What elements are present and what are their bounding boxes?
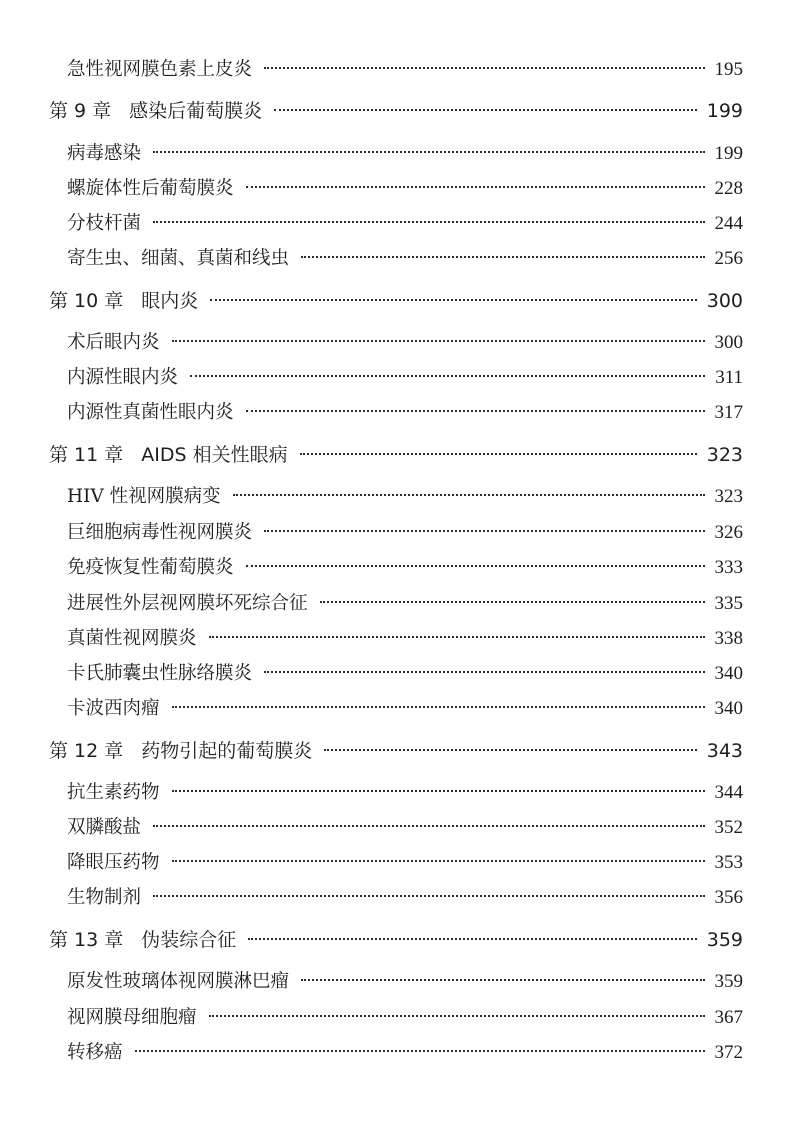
entry-title: 视网膜母细胞瘤 <box>67 1007 197 1028</box>
page-number: 244 <box>714 213 743 234</box>
page-number: 228 <box>714 178 743 199</box>
chapter-number: 第 9 章 <box>49 100 112 122</box>
page-number: 311 <box>715 367 743 388</box>
dot-leader <box>324 749 696 751</box>
toc-section-entry <box>67 1003 743 1033</box>
entry-title: 卡氏肺囊虫性脉络膜炎 <box>67 663 253 684</box>
dot-leader <box>246 410 705 412</box>
dot-leader <box>153 151 704 153</box>
toc-section-entry <box>67 813 743 843</box>
chapter-title: 眼内炎 <box>141 290 199 312</box>
page-number: 326 <box>714 522 743 543</box>
dot-leader <box>209 636 705 638</box>
dot-leader <box>190 375 705 377</box>
entry-title: 急性视网膜色素上皮炎 <box>67 59 253 80</box>
chapter-title: 伪装综合征 <box>141 929 237 951</box>
toc-section-entry <box>67 482 743 512</box>
page-number: 317 <box>714 402 743 423</box>
toc-section-entry <box>67 967 743 997</box>
toc-section-entry <box>67 363 743 393</box>
page-number: 352 <box>714 817 743 838</box>
dot-leader <box>246 565 705 567</box>
dot-leader <box>172 340 705 342</box>
toc-section-entry <box>67 55 743 85</box>
page-number: 300 <box>706 290 743 312</box>
page-number: 195 <box>714 59 743 80</box>
toc-section-entry <box>67 518 743 548</box>
dot-leader <box>274 109 697 111</box>
toc-section-entry <box>67 1038 743 1068</box>
page-number: 353 <box>714 852 743 873</box>
dot-leader <box>301 256 704 258</box>
toc-section-entry <box>67 848 743 878</box>
dot-leader <box>264 67 704 69</box>
toc-chapter-entry <box>49 96 743 126</box>
entry-title: 抗生素药物 <box>67 782 160 803</box>
entry-title: 生物制剂 <box>67 887 142 908</box>
toc-chapter-entry <box>49 286 743 316</box>
toc-section-entry <box>67 883 743 913</box>
page-number: 356 <box>714 887 743 908</box>
entry-title: 原发性玻璃体视网膜淋巴瘤 <box>67 971 290 992</box>
page-number: 343 <box>706 740 743 762</box>
page-number: 359 <box>706 929 743 951</box>
chapter-number: 第 12 章 <box>49 740 124 762</box>
dot-leader <box>153 221 704 223</box>
toc-chapter-entry <box>49 440 743 470</box>
toc-section-entry <box>67 778 743 808</box>
toc-section-entry <box>67 398 743 428</box>
dot-leader <box>233 494 705 496</box>
dot-leader <box>300 453 697 455</box>
toc-section-entry <box>67 589 743 619</box>
dot-leader <box>320 601 705 603</box>
page-number: 359 <box>714 971 743 992</box>
page-number: 323 <box>706 444 743 466</box>
entry-title: 内源性眼内炎 <box>67 367 179 388</box>
dot-leader <box>172 706 705 708</box>
page-number: 333 <box>714 557 743 578</box>
dot-leader <box>248 938 696 940</box>
toc-section-entry <box>67 553 743 583</box>
toc-chapter-entry <box>49 736 743 766</box>
chapter-number: 第 10 章 <box>49 290 124 312</box>
page-number: 338 <box>714 628 743 649</box>
entry-title: 寄生虫、细菌、真菌和线虫 <box>67 248 290 269</box>
dot-leader <box>153 895 704 897</box>
entry-title: 术后眼内炎 <box>67 332 160 353</box>
dot-leader <box>264 671 704 673</box>
toc-section-entry <box>67 694 743 724</box>
toc-section-entry <box>67 624 743 654</box>
entry-title: 真菌性视网膜炎 <box>67 628 197 649</box>
chapter-title: AIDS 相关性眼病 <box>141 444 288 466</box>
toc-section-entry <box>67 174 743 204</box>
dot-leader <box>172 860 705 862</box>
dot-leader <box>209 1015 705 1017</box>
chapter-title: 药物引起的葡萄膜炎 <box>141 740 313 762</box>
entry-title: 内源性真菌性眼内炎 <box>67 402 234 423</box>
entry-title: 进展性外层视网膜坏死综合征 <box>67 593 308 614</box>
toc-chapter-entry <box>49 925 743 955</box>
entry-title: 降眼压药物 <box>67 852 160 873</box>
entry-title: 卡波西肉瘤 <box>67 698 160 719</box>
entry-title: 分枝杆菌 <box>67 213 142 234</box>
dot-leader <box>135 1050 705 1052</box>
page-number: 335 <box>714 593 743 614</box>
chapter-number: 第 13 章 <box>49 929 124 951</box>
entry-title: 巨细胞病毒性视网膜炎 <box>67 522 253 543</box>
toc-section-entry <box>67 659 743 689</box>
chapter-title: 感染后葡萄膜炎 <box>129 100 263 122</box>
chapter-number: 第 11 章 <box>49 444 124 466</box>
page-number: 340 <box>714 698 743 719</box>
page-number: 367 <box>714 1007 743 1028</box>
page-number: 300 <box>714 332 743 353</box>
page-number: 199 <box>706 100 743 122</box>
dot-leader <box>153 825 704 827</box>
entry-title: 免疫恢复性葡萄膜炎 <box>67 557 234 578</box>
entry-title: 双膦酸盐 <box>67 817 142 838</box>
toc-section-entry <box>67 139 743 169</box>
entry-title: HIV 性视网膜病变 <box>67 486 221 507</box>
page-number: 344 <box>714 782 743 803</box>
entry-title: 病毒感染 <box>67 143 142 164</box>
page-number: 323 <box>714 486 743 507</box>
page-number: 199 <box>714 143 743 164</box>
toc-section-entry <box>67 328 743 358</box>
page-number: 340 <box>714 663 743 684</box>
entry-title: 转移癌 <box>67 1042 123 1063</box>
entry-title: 螺旋体性后葡萄膜炎 <box>67 178 234 199</box>
toc-section-entry <box>67 244 743 274</box>
dot-leader <box>264 530 704 532</box>
page-number: 256 <box>714 248 743 269</box>
dot-leader <box>210 299 696 301</box>
toc-section-entry <box>67 209 743 239</box>
dot-leader <box>301 979 704 981</box>
dot-leader <box>246 186 705 188</box>
page-number: 372 <box>714 1042 743 1063</box>
dot-leader <box>172 790 705 792</box>
